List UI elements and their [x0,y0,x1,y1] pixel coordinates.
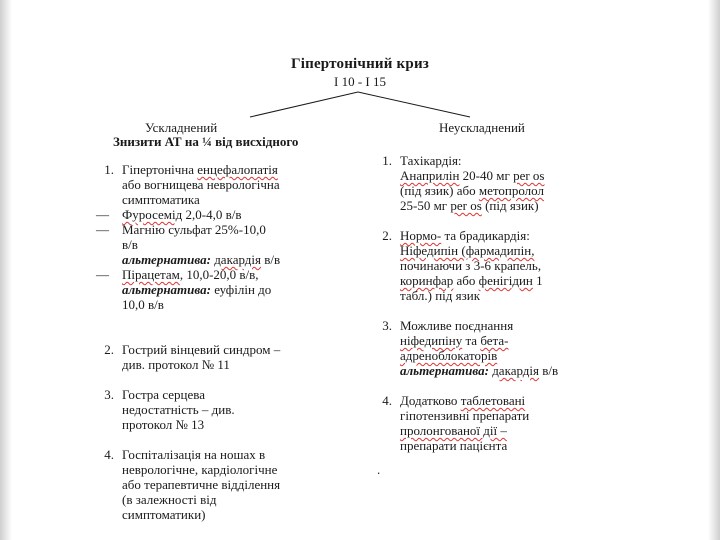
text-segment: Тахікардія: [400,153,462,168]
item-text-line [122,477,346,492]
item-text-line [400,198,644,213]
complicated-treatment-column [96,162,346,522]
text-segment: Нормо- [400,228,442,243]
item-text-line [400,153,644,168]
uncomplicated-list-item [374,228,644,303]
text-segment: Ніфедипін (фармадипін, [400,243,535,258]
text-segment: недостатність – див. [122,402,235,417]
left-column-heading: Ускладнений [145,120,218,135]
text-segment: Пірацетам [122,267,180,282]
item-text-line [400,288,644,303]
text-segment: (під язик) або [400,183,479,198]
text-segment: 1 [532,273,543,288]
text-segment: протокол № 13 [122,417,205,432]
text-segment: фенігідин [478,273,533,288]
item-text-line [122,297,346,312]
text-segment: Магнію сульфат 25%-10,0 [122,222,266,237]
text-segment: 20-40 мг [459,168,514,183]
alternative-label: альтернатива: [400,363,489,378]
icd-code: I 10 - I 15 [334,74,386,89]
text-segment: коринфар [400,273,454,288]
item-text-line [122,462,346,477]
item-text-line [400,168,644,183]
item-number: 2. [104,342,114,357]
list-spacer [96,327,346,342]
list-spacer [96,312,346,327]
item-text-line [122,252,346,267]
text-segment: Госпіталізація на ношах в [122,447,266,462]
text-segment: та брадикардія: [441,228,530,243]
item-text-line [400,438,644,453]
complicated-list-item [96,222,346,267]
text-segment: еуфілін до [210,282,272,297]
item-text-line [122,282,346,297]
item-text-line [122,162,346,177]
trailing-mark: . [377,462,381,477]
text-segment: Можливе поєднання [400,318,514,333]
item-number: 3. [104,387,114,402]
item-text-line [122,192,346,207]
item-text-line [122,492,346,507]
complicated-list-item [96,267,346,312]
list-spacer [374,378,644,393]
text-segment: або [453,273,479,288]
item-text-line [122,387,346,402]
item-text-line [122,357,346,372]
dash-bullet: — [96,207,109,222]
uncomplicated-treatment-column [374,153,644,453]
item-number: 4. [382,393,392,408]
text-segment: або вогнищева неврологічна [122,177,280,192]
text-segment: Анаприлін [400,168,460,183]
item-number: 4. [104,447,114,462]
text-segment: симптоматика [122,192,200,207]
item-text-line [400,393,644,408]
text-segment: в/в [261,252,281,267]
text-segment: 2,0-4,0 в/в [182,207,242,222]
item-text-line [122,177,346,192]
list-spacer [374,303,644,318]
item-text-line [400,333,644,348]
text-segment: адреноблокаторів [400,348,498,363]
dash-bullet: — [96,222,109,237]
dash-bullet: — [96,267,109,282]
item-number: 1. [382,153,392,168]
complicated-list-item [96,447,346,522]
text-segment: та [462,333,481,348]
item-number: 2. [382,228,392,243]
text-segment: (під язик) [481,198,539,213]
item-text-line [400,183,644,198]
text-segment: per os [513,168,545,183]
item-text-line [122,507,346,522]
text-segment: Гострий вінцевий синдром – [122,342,281,357]
item-text-line [400,363,644,378]
text-segment: в/в [122,237,138,252]
text-segment: Гостра серцева [122,387,205,402]
text-segment: (в залежності від [122,492,217,507]
item-text-line [122,237,346,252]
item-text-line [122,342,346,357]
right-column-heading: Неускладнений [439,120,525,135]
item-text-line [400,243,644,258]
text-segment: дакардія [492,363,539,378]
text-segment: див. протокол № 11 [122,357,230,372]
text-segment: симптоматики) [122,507,206,522]
text-segment: Додатково [400,393,461,408]
text-segment: або терапевтичне відділення [122,477,281,492]
item-text-line [122,207,346,222]
text-segment: таблетовані [460,393,526,408]
text-segment: неврологічне, кардіологічне [122,462,278,477]
item-text-line [400,408,644,423]
text-segment: табл.) під язик [400,288,481,303]
uncomplicated-list-item [374,153,644,213]
text-segment: препарати пацієнта [400,438,508,453]
alternative-label: альтернатива: [122,252,211,267]
text-segment: 25-50 мг [400,198,451,213]
branch-line-right [358,92,470,117]
item-number: 1. [104,162,114,177]
text-segment: дакардія [214,252,261,267]
page-title: Гіпертонічний криз [290,56,430,72]
complicated-list-item [96,207,346,222]
text-segment: метопролол [478,183,544,198]
item-text-line [122,267,346,282]
text-segment: ніфедипіну [400,333,463,348]
complicated-list-item [96,342,346,372]
text-segment: per os [450,198,482,213]
text-segment: гіпотензивні препарати [400,408,530,423]
alternative-label: альтернатива: [122,282,211,297]
item-text-line [400,258,644,273]
item-text-line [122,447,346,462]
list-spacer [96,432,346,447]
text-segment: Фуросемід [122,207,183,222]
text-segment: енцефалопатія [197,162,278,177]
item-text-line [122,402,346,417]
complicated-list-item [96,387,346,432]
text-segment: в/в [539,363,559,378]
text-segment: бета- [480,333,509,348]
uncomplicated-list-item [374,393,644,453]
list-spacer [374,213,644,228]
item-text-line [400,273,644,288]
text-segment: починаючи з 3-6 крапель, [400,258,542,273]
text-segment: пролонгованої дії – [400,423,507,438]
branch-line-left [250,92,358,117]
text-segment: 10,0 в/в [122,297,164,312]
uncomplicated-list-item [374,318,644,378]
item-text-line [400,348,644,363]
list-spacer [96,372,346,387]
item-number: 3. [382,318,392,333]
text-segment: Гіпертонічна [122,162,198,177]
item-text-line [400,318,644,333]
item-text-line [400,228,644,243]
item-text-line [122,222,346,237]
goal-subtitle: Знизити АТ на ¼ від висхідного [113,134,299,149]
complicated-list-item [96,162,346,207]
item-text-line [400,423,644,438]
item-text-line [122,417,346,432]
text-segment: , 10,0-20,0 в/в, [179,267,259,282]
